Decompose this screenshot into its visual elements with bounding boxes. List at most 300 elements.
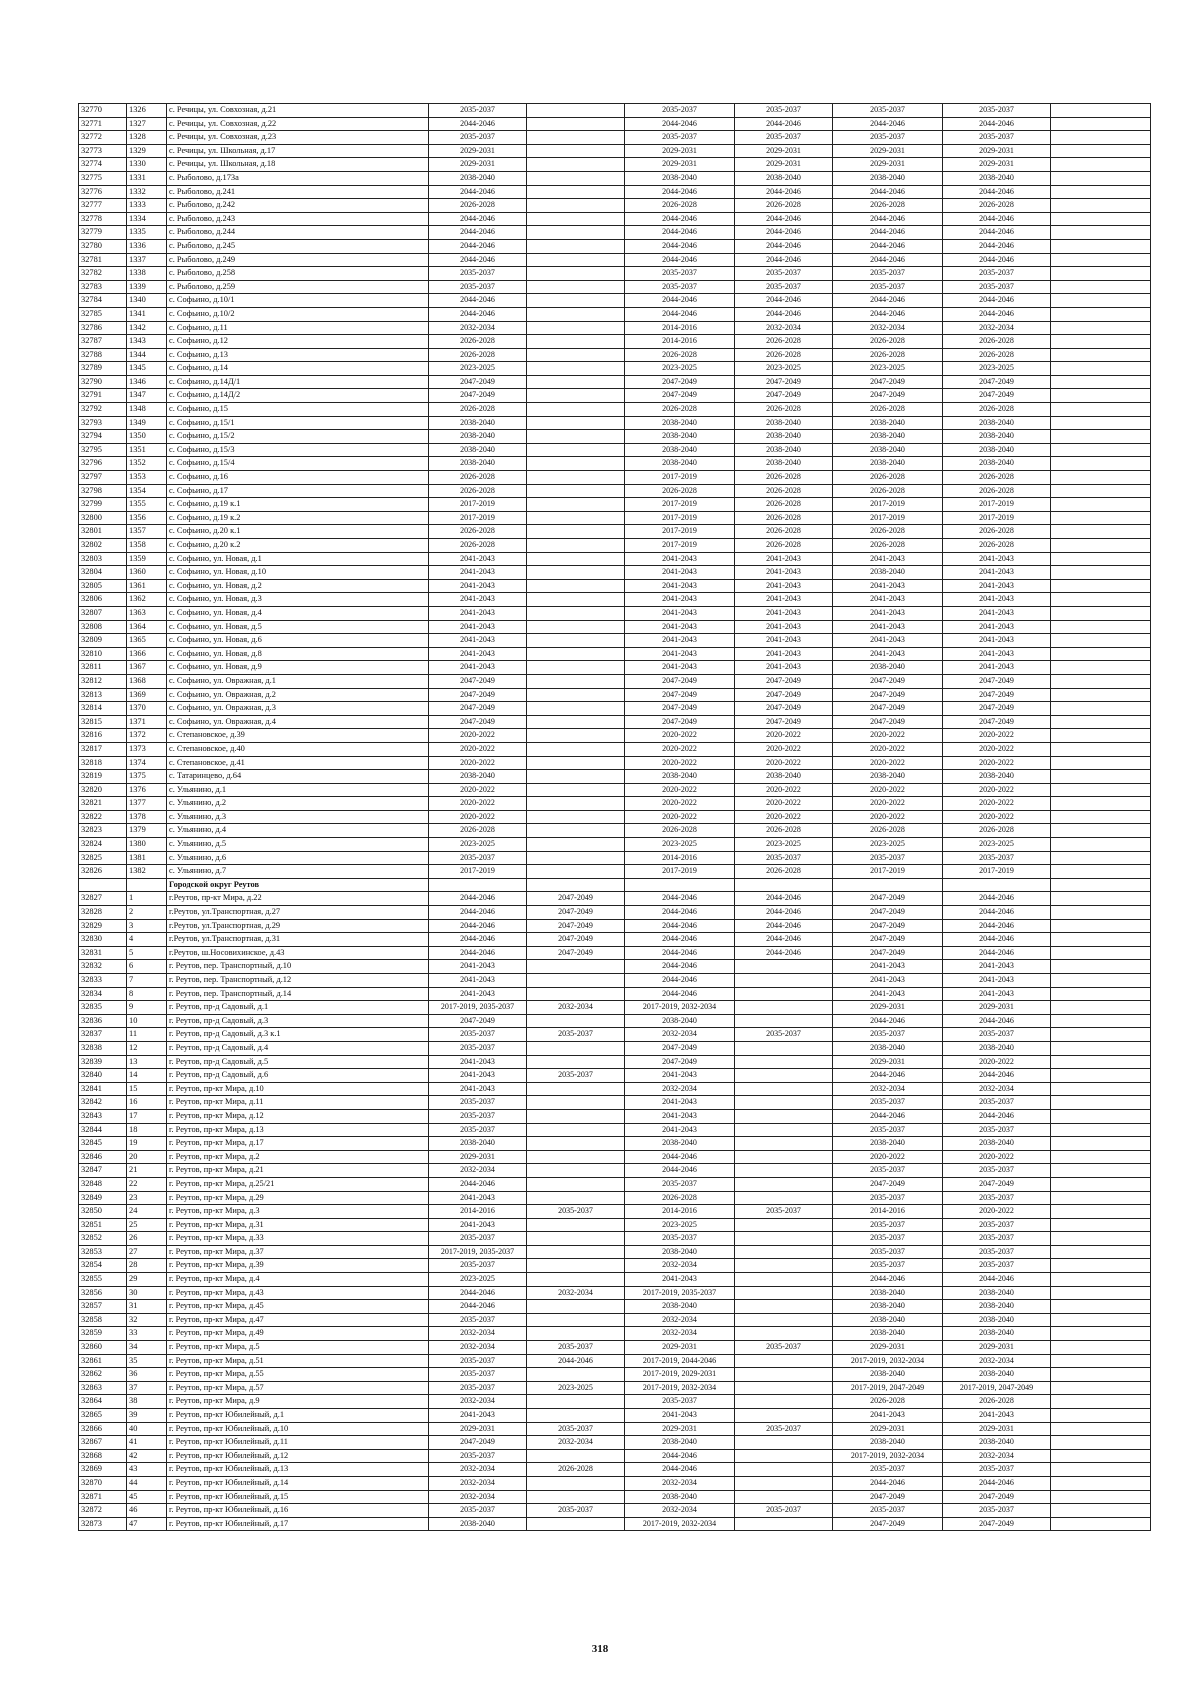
index-cell: 1357 [127,525,167,539]
period-cell-3: 2044-2046 [625,294,735,308]
period-cell-6: 2044-2046 [943,294,1051,308]
empty-cell [1051,1354,1151,1368]
period-cell-1: 2047-2049 [429,715,527,729]
table-row [79,1055,1151,1069]
period-cell-1: 2041-2043 [429,1082,527,1096]
empty-cell [1051,906,1151,920]
empty-cell [1051,1422,1151,1436]
record-id-cell: 32849 [79,1191,127,1205]
table-row [79,144,1151,158]
period-cell-1: 2047-2049 [429,389,527,403]
address-cell: г. Реутов, пр-кт Мира, д.47 [167,1313,429,1327]
period-cell-3: 2047-2049 [625,702,735,716]
period-cell-4 [735,1300,833,1314]
index-cell: 26 [127,1232,167,1246]
table-row [79,117,1151,131]
address-cell: с. Степановское, д.41 [167,756,429,770]
address-cell: с. Софьино, ул. Новая, д.3 [167,593,429,607]
index-cell: 4 [127,933,167,947]
empty-cell [1051,647,1151,661]
record-id-cell: 32862 [79,1368,127,1382]
period-cell-3: 2014-2016 [625,335,735,349]
empty-cell [1051,1517,1151,1531]
period-cell-3: 2044-2046 [625,307,735,321]
table-row [79,729,1151,743]
period-cell-4: 2047-2049 [735,674,833,688]
record-id-cell: 32840 [79,1069,127,1083]
period-cell-4: 2038-2040 [735,457,833,471]
table-row [79,661,1151,675]
period-cell-3: 2020-2022 [625,810,735,824]
period-cell-2 [527,797,625,811]
period-cell-4 [735,1409,833,1423]
period-cell-5: 2020-2022 [833,797,943,811]
period-cell-5: 2029-2031 [833,158,943,172]
record-id-cell: 32855 [79,1273,127,1287]
period-cell-4: 2041-2043 [735,552,833,566]
empty-cell [1051,634,1151,648]
period-cell-3: 2014-2016 [625,1205,735,1219]
period-cell-2: 2026-2028 [527,1463,625,1477]
period-cell-3: 2044-2046 [625,1463,735,1477]
period-cell-1: 2035-2037 [429,131,527,145]
period-cell-6: 2047-2049 [943,688,1051,702]
period-cell-4: 2038-2040 [735,770,833,784]
period-cell-6: 2041-2043 [943,566,1051,580]
empty-cell [1051,756,1151,770]
period-cell-1: 2035-2037 [429,1354,527,1368]
empty-cell [1051,797,1151,811]
record-id-cell: 32799 [79,498,127,512]
period-cell-5: 2029-2031 [833,144,943,158]
period-cell-3: 2032-2034 [625,1259,735,1273]
period-cell-6: 2041-2043 [943,552,1051,566]
period-cell-4: 2047-2049 [735,389,833,403]
address-cell: г. Реутов, пр-кт Мира, д.45 [167,1300,429,1314]
period-cell-3: 2038-2040 [625,1137,735,1151]
index-cell: 12 [127,1041,167,1055]
period-cell-3: 2035-2037 [625,131,735,145]
period-cell-2 [527,974,625,988]
record-id-cell: 32801 [79,525,127,539]
address-cell: с. Софьино, д.14 [167,362,429,376]
period-cell-2 [527,104,625,118]
period-cell-3: 2044-2046 [625,892,735,906]
period-cell-2: 2047-2049 [527,946,625,960]
period-cell-1: 2047-2049 [429,1014,527,1028]
period-cell-2 [527,389,625,403]
period-cell-4 [735,1273,833,1287]
period-cell-6: 2041-2043 [943,620,1051,634]
period-cell-2 [527,634,625,648]
period-cell-6: 2032-2034 [943,1354,1051,1368]
address-cell: с. Речицы, ул. Школьная, д.18 [167,158,429,172]
table-row [79,1273,1151,1287]
period-cell-2 [527,362,625,376]
period-cell-3: 2017-2019, 2035-2037 [625,1286,735,1300]
period-cell-3: 2047-2049 [625,674,735,688]
period-cell-2 [527,1273,625,1287]
period-cell-1: 2032-2034 [429,1490,527,1504]
period-cell-3: 2038-2040 [625,1245,735,1259]
period-cell-2: 2023-2025 [527,1381,625,1395]
period-cell-1: 2032-2034 [429,1476,527,1490]
address-cell: с. Степановское, д.40 [167,742,429,756]
period-cell-6: 2023-2025 [943,362,1051,376]
period-cell-2: 2047-2049 [527,933,625,947]
period-cell-5: 2047-2049 [833,715,943,729]
period-cell-2 [527,1082,625,1096]
index-cell: 1356 [127,511,167,525]
record-id-cell: 32798 [79,484,127,498]
period-cell-6: 2035-2037 [943,1028,1051,1042]
period-cell-2 [527,1218,625,1232]
address-cell: г. Реутов, пр-кт Мира, д.17 [167,1137,429,1151]
period-cell-1: 2038-2040 [429,430,527,444]
period-cell-4 [735,1259,833,1273]
period-cell-3: 2044-2046 [625,185,735,199]
period-cell-3: 2044-2046 [625,974,735,988]
period-cell-2 [527,144,625,158]
record-id-cell: 32861 [79,1354,127,1368]
period-cell-2 [527,457,625,471]
empty-cell [1051,1504,1151,1518]
index-cell: 1364 [127,620,167,634]
period-cell-3: 2041-2043 [625,647,735,661]
period-cell-3: 2041-2043 [625,1109,735,1123]
period-cell-3: 2032-2034 [625,1327,735,1341]
empty-cell [1051,1327,1151,1341]
period-cell-6: 2035-2037 [943,131,1051,145]
period-cell-1: 2044-2046 [429,226,527,240]
period-cell-5: 2041-2043 [833,579,943,593]
period-cell-5: 2035-2037 [833,1245,943,1259]
period-cell-5: 2041-2043 [833,974,943,988]
period-cell-1: 2035-2037 [429,1504,527,1518]
period-cell-5: 2047-2049 [833,946,943,960]
period-cell-2 [527,199,625,213]
address-cell: с. Речицы, ул. Совхозная, д.21 [167,104,429,118]
period-cell-4: 2026-2028 [735,348,833,362]
period-cell-1: 2041-2043 [429,634,527,648]
record-id-cell: 32817 [79,742,127,756]
table-row [79,1245,1151,1259]
period-cell-2 [527,756,625,770]
empty-cell [1051,212,1151,226]
table-row [79,1381,1151,1395]
period-cell-4: 2026-2028 [735,539,833,553]
period-cell-6: 2023-2025 [943,838,1051,852]
period-cell-2 [527,1449,625,1463]
period-cell-1: 2041-2043 [429,974,527,988]
index-cell: 1367 [127,661,167,675]
table-row [79,1109,1151,1123]
period-cell-1: 2035-2037 [429,1096,527,1110]
record-id-cell: 32843 [79,1109,127,1123]
period-cell-5: 2038-2040 [833,1313,943,1327]
period-cell-3: 2041-2043 [625,620,735,634]
period-cell-3: 2035-2037 [625,1232,735,1246]
period-cell-4: 2041-2043 [735,647,833,661]
index-cell: 1343 [127,335,167,349]
empty-cell [1051,362,1151,376]
index-cell: 28 [127,1259,167,1273]
period-cell-1: 2041-2043 [429,566,527,580]
period-cell-5: 2023-2025 [833,362,943,376]
period-cell-3: 2035-2037 [625,267,735,281]
period-cell-6: 2035-2037 [943,851,1051,865]
index-cell: 1327 [127,117,167,131]
table-row [79,511,1151,525]
index-cell: 36 [127,1368,167,1382]
period-cell-5: 2044-2046 [833,212,943,226]
period-cell-2 [527,1259,625,1273]
index-cell: 32 [127,1313,167,1327]
table-row [79,471,1151,485]
period-cell-4 [735,1313,833,1327]
table-row [79,348,1151,362]
empty-cell [1051,1205,1151,1219]
table-row [79,1082,1151,1096]
empty-cell [1051,1082,1151,1096]
period-cell-2: 2035-2037 [527,1422,625,1436]
period-cell-2 [527,158,625,172]
period-cell-2 [527,267,625,281]
period-cell-1: 2044-2046 [429,906,527,920]
period-cell-4: 2038-2040 [735,430,833,444]
period-cell-5: 2038-2040 [833,171,943,185]
period-cell-5: 2044-2046 [833,1273,943,1287]
empty-cell [1051,1177,1151,1191]
table-row [79,1517,1151,1531]
period-cell-3: 2047-2049 [625,389,735,403]
table-row [79,647,1151,661]
table-row [79,906,1151,920]
table-row [79,239,1151,253]
period-cell-1: 2026-2028 [429,525,527,539]
period-cell-6: 2038-2040 [943,1327,1051,1341]
empty-cell [1051,606,1151,620]
period-cell-2 [527,647,625,661]
period-cell-1: 2047-2049 [429,1436,527,1450]
index-cell: 38 [127,1395,167,1409]
period-cell-5: 2026-2028 [833,471,943,485]
record-id-cell: 32791 [79,389,127,403]
address-cell: с. Софьино, ул. Новая, д.2 [167,579,429,593]
address-cell: г. Реутов, пр-кт Мира, д.55 [167,1368,429,1382]
period-cell-6: 2038-2040 [943,171,1051,185]
period-cell-5: 2041-2043 [833,987,943,1001]
period-cell-4: 2026-2028 [735,824,833,838]
period-cell-2 [527,566,625,580]
period-cell-1: 2032-2034 [429,1341,527,1355]
empty-cell [1051,1476,1151,1490]
period-cell-3: 2029-2031 [625,1422,735,1436]
address-cell: г. Реутов, пр-д Садовый, д.6 [167,1069,429,1083]
period-cell-3: 2017-2019 [625,539,735,553]
period-cell-2 [527,117,625,131]
index-cell: 1349 [127,416,167,430]
period-cell-1: 2020-2022 [429,810,527,824]
period-cell-5: 2017-2019, 2032-2034 [833,1354,943,1368]
period-cell-4: 2026-2028 [735,484,833,498]
period-cell-4 [735,1327,833,1341]
record-id-cell: 32845 [79,1137,127,1151]
period-cell-5: 2032-2034 [833,321,943,335]
period-cell-2 [527,1055,625,1069]
period-cell-6: 2020-2022 [943,729,1051,743]
period-cell-3: 2014-2016 [625,851,735,865]
period-cell-2 [527,593,625,607]
period-cell-5: 2020-2022 [833,729,943,743]
table-row [79,1409,1151,1423]
period-cell-6: 2041-2043 [943,661,1051,675]
empty-cell [1051,104,1151,118]
period-cell-4 [735,1449,833,1463]
period-cell-6: 2038-2040 [943,443,1051,457]
period-cell-3: 2020-2022 [625,783,735,797]
period-cell-2 [527,131,625,145]
period-cell-1: 2044-2046 [429,919,527,933]
period-cell-2 [527,1368,625,1382]
address-cell: с. Ульянино, д.4 [167,824,429,838]
address-cell: с. Рыболово, д.242 [167,199,429,213]
period-cell-1: 2041-2043 [429,960,527,974]
period-cell-4: 2020-2022 [735,742,833,756]
period-cell-5: 2038-2040 [833,1300,943,1314]
period-cell-5: 2038-2040 [833,566,943,580]
record-id-cell: 32809 [79,634,127,648]
address-cell: г. Реутов, пр-кт Мира, д.57 [167,1381,429,1395]
empty-cell [1051,892,1151,906]
period-cell-2 [527,185,625,199]
period-cell-3: 2017-2019 [625,498,735,512]
period-cell-3: 2020-2022 [625,729,735,743]
period-cell-3: 2044-2046 [625,919,735,933]
record-id-cell: 32808 [79,620,127,634]
period-cell-6: 2038-2040 [943,457,1051,471]
record-id-cell: 32814 [79,702,127,716]
period-cell-3: 2032-2034 [625,1313,735,1327]
period-cell-1: 2032-2034 [429,321,527,335]
empty-cell [1051,674,1151,688]
period-cell-2 [527,375,625,389]
table-row [79,525,1151,539]
period-cell-3: 2029-2031 [625,1341,735,1355]
period-cell-5: 2035-2037 [833,1164,943,1178]
period-cell-5: 2047-2049 [833,375,943,389]
period-cell-6: 2020-2022 [943,756,1051,770]
empty-cell [1051,593,1151,607]
period-cell-3: 2044-2046 [625,1150,735,1164]
period-cell-4 [735,1517,833,1531]
period-cell-4: 2035-2037 [735,104,833,118]
period-cell-4 [735,1381,833,1395]
table-row [79,838,1151,852]
period-cell-6: 2038-2040 [943,1041,1051,1055]
address-cell: с. Софьино, д.11 [167,321,429,335]
period-cell-6: 2026-2028 [943,539,1051,553]
period-cell-3: 2014-2016 [625,321,735,335]
capital-repair-table [78,103,1151,1531]
period-cell-5: 2035-2037 [833,851,943,865]
record-id-cell: 32782 [79,267,127,281]
period-cell-2: 2044-2046 [527,1354,625,1368]
period-cell-6: 2044-2046 [943,1273,1051,1287]
table-row [79,1436,1151,1450]
period-cell-5: 2035-2037 [833,1218,943,1232]
period-cell-5: 2038-2040 [833,443,943,457]
table-row [79,1164,1151,1178]
period-cell-5: 2017-2019, 2032-2034 [833,1449,943,1463]
index-cell: 42 [127,1449,167,1463]
empty-cell [1051,430,1151,444]
period-cell-1: 2026-2028 [429,199,527,213]
index-cell: 1372 [127,729,167,743]
address-cell: г.Реутов, ш.Носовихинское, д.43 [167,946,429,960]
index-cell: 1331 [127,171,167,185]
period-cell-6: 2020-2022 [943,1205,1051,1219]
index-cell: 1370 [127,702,167,716]
empty-cell [1051,579,1151,593]
empty-cell [1051,144,1151,158]
period-cell-5: 2026-2028 [833,824,943,838]
record-id-cell: 32771 [79,117,127,131]
period-cell-4: 2026-2028 [735,471,833,485]
table-row [79,267,1151,281]
empty-cell [1051,131,1151,145]
empty-cell [1051,117,1151,131]
period-cell-4: 2020-2022 [735,783,833,797]
period-cell-4: 2044-2046 [735,226,833,240]
table-row [79,974,1151,988]
empty-cell [1051,253,1151,267]
index-cell: 1353 [127,471,167,485]
index-cell: 1350 [127,430,167,444]
period-cell-5: 2035-2037 [833,280,943,294]
period-cell-5: 2044-2046 [833,307,943,321]
address-cell: с. Софьино, д.15/3 [167,443,429,457]
empty-cell [1051,321,1151,335]
period-cell-5: 2044-2046 [833,253,943,267]
empty-cell [1051,742,1151,756]
empty-cell [1051,403,1151,417]
period-cell-6: 2038-2040 [943,1313,1051,1327]
record-id-cell: 32825 [79,851,127,865]
period-cell-5: 2047-2049 [833,906,943,920]
record-id-cell: 32804 [79,566,127,580]
address-cell: с. Софьино, д.19 к.2 [167,511,429,525]
period-cell-2 [527,1476,625,1490]
period-cell-3: 2041-2043 [625,566,735,580]
period-cell-6: 2026-2028 [943,1395,1051,1409]
index-cell: 1355 [127,498,167,512]
index-cell: 1368 [127,674,167,688]
address-cell: с. Ульянино, д.1 [167,783,429,797]
period-cell-1: 2020-2022 [429,783,527,797]
table-row [79,1504,1151,1518]
period-cell-4: 2020-2022 [735,756,833,770]
empty-cell [1051,525,1151,539]
period-cell-4: 2047-2049 [735,375,833,389]
period-cell-2: 2035-2037 [527,1069,625,1083]
index-cell: 1358 [127,539,167,553]
period-cell-5: 2047-2049 [833,389,943,403]
period-cell-6: 2035-2037 [943,1245,1051,1259]
period-cell-1: 2032-2034 [429,1463,527,1477]
period-cell-1: 2044-2046 [429,294,527,308]
index-cell: 24 [127,1205,167,1219]
